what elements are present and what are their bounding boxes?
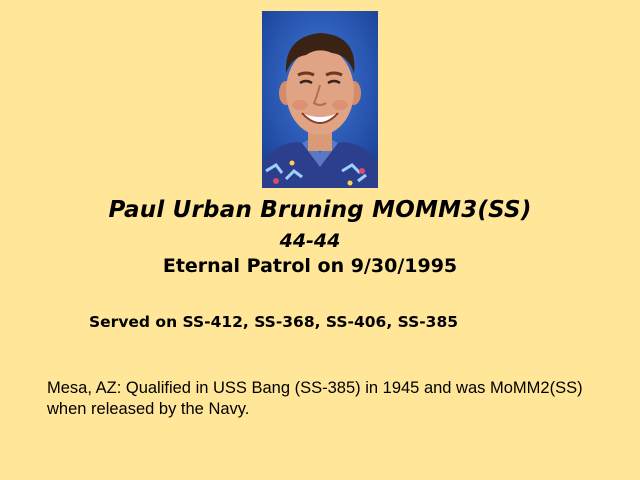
served-on-boats: Served on SS-412, SS-368, SS-406, SS-385: [89, 313, 459, 331]
bio-text: [47, 378, 607, 420]
eternal-patrol-date: Eternal Patrol on 9/30/1995: [162, 255, 458, 277]
bio-line: when released by the Navy.: [47, 400, 250, 418]
service-years: 44-44: [279, 230, 341, 252]
bio-line: Mesa, AZ: Qualified in USS Bang (SS-385) in 1945 and was MoMM2(SS): [47, 379, 583, 397]
name-rank-heading: Paul Urban Bruning MOMM3(SS): [108, 197, 532, 223]
portrait-photo: [262, 11, 378, 188]
